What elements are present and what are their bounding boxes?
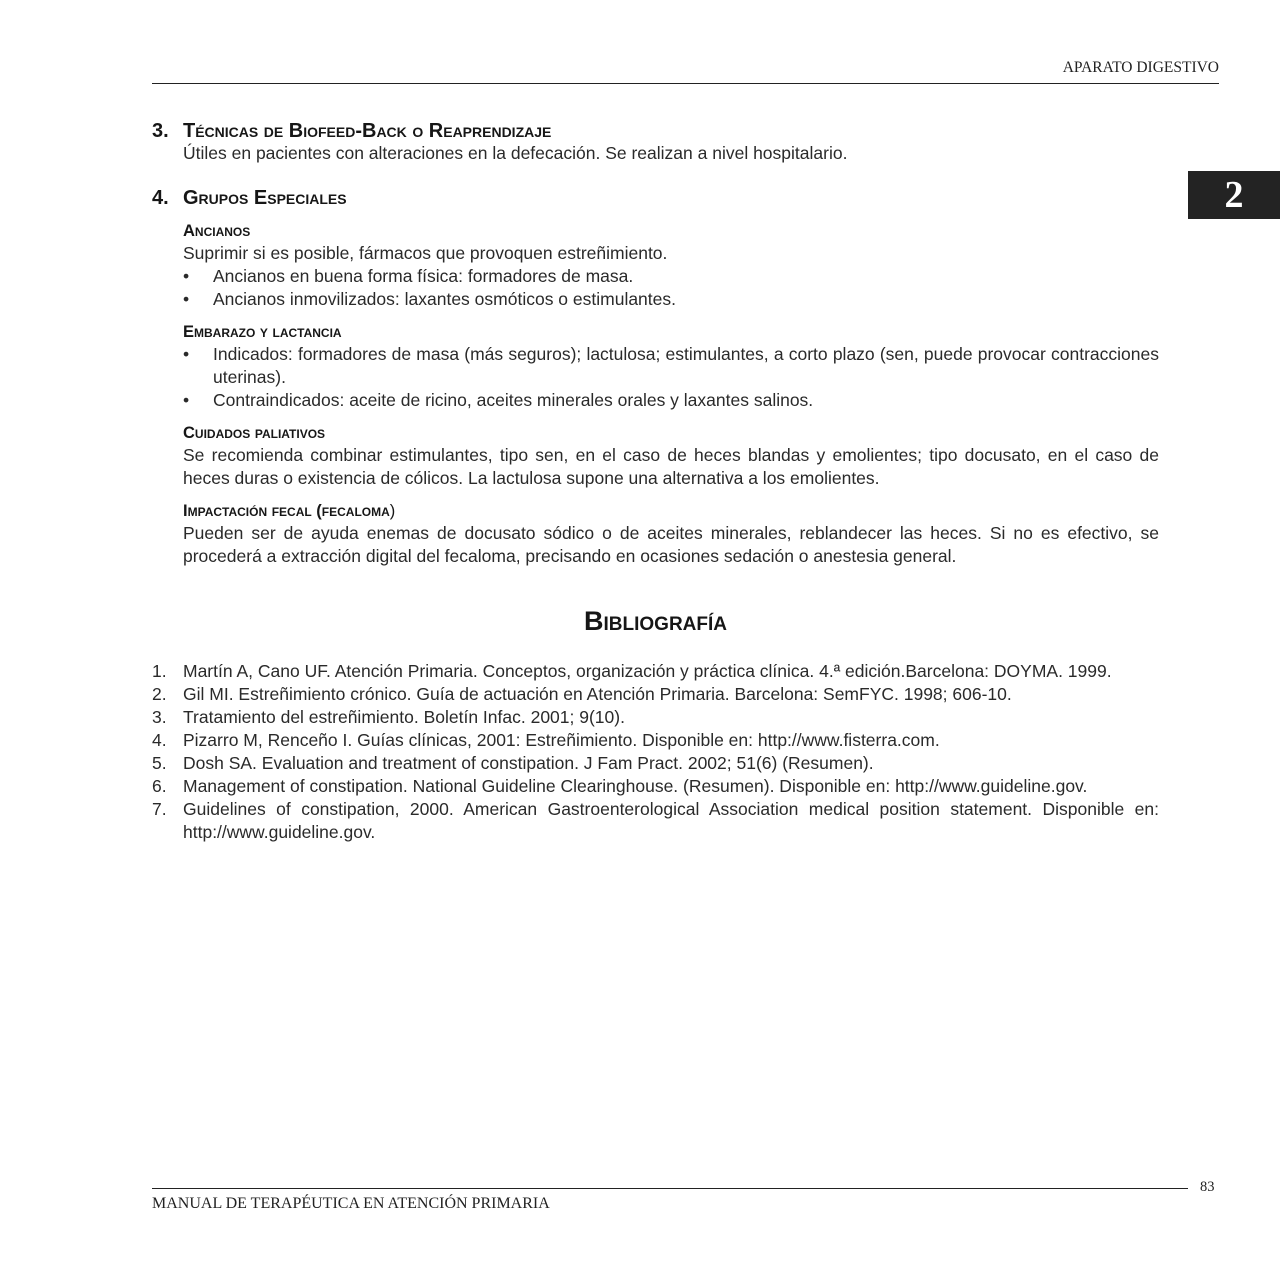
section-number: 4. [152, 187, 169, 209]
bibliography-title: Bibliografía [584, 606, 727, 636]
footer-book-title: MANUAL DE TERAPÉUTICA EN ATENCIÓN PRIMARIA [152, 1195, 550, 1212]
page-number: 83 [1200, 1179, 1215, 1195]
group-cuidados [152, 423, 1159, 490]
subsection-title: Ancianos [183, 222, 251, 240]
group-ancianos [152, 221, 1159, 311]
chapter-tab: 2 [1188, 171, 1280, 219]
reference-list [152, 660, 1159, 844]
footer-rule [152, 1188, 1188, 1189]
bullet-icon: • [183, 344, 190, 364]
section-heading-4 [152, 185, 1159, 211]
subsection-title: Impactación fecal (fecaloma) [183, 502, 396, 520]
group-impactacion [152, 501, 1159, 568]
bullet-icon: • [183, 266, 190, 286]
subsection-text: Se recomienda combinar estimulantes, tipo sen, en el caso de heces blandas y emolientes; tipo docusato, en el caso de heces duras o existencia de cólicos. La lactulosa supone una alternativa a los emolientes. [183, 445, 1159, 488]
section-number: 3. [152, 120, 169, 142]
list-item: • Indicados: formadores de masa (más seguros); lactulosa; estimulantes, a corto plazo (sen, puede provocar contracciones uterinas). [183, 344, 1159, 387]
list-item: • Ancianos inmovilizados: laxantes osmóticos o estimulantes. [183, 289, 676, 309]
subsection-title: Cuidados paliativos [183, 424, 326, 442]
subsection-text: Pueden ser de ayuda enemas de docusato sódico o de aceites minerales, reblandecer las heces. Si no es efectivo, se procederá a extracción digital del fecaloma, precisando en ocasiones sedación o anestesia general. [183, 523, 1159, 566]
reference-item: 4. Pizarro M, Renceño I. Guías clínicas, 2001: Estreñimiento. Disponible en: http://www.fisterra.com. [152, 730, 940, 750]
reference-item: 7. Guidelines of constipation, 2000. American Gastroenterological Association medical position statement. Disponible en: http://www.guideline.gov. [152, 799, 1159, 842]
group-embarazo [152, 322, 1159, 412]
running-title: APARATO DIGESTIVO [1062, 59, 1219, 76]
reference-item: 6. Management of constipation. National Guideline Clearinghouse. (Resumen). Disponible en: http://www.guideline.gov. [152, 776, 1088, 796]
bullet-icon: • [183, 289, 190, 309]
section-heading-3 [152, 118, 1159, 144]
bullet-icon: • [183, 390, 190, 410]
reference-item: 5. Dosh SA. Evaluation and treatment of constipation. J Fam Pract. 2002; 51(6) (Resumen). [152, 753, 874, 773]
running-header [152, 58, 1219, 84]
list-item: • Ancianos en buena forma física: formadores de masa. [183, 266, 634, 286]
page-content [152, 118, 1159, 844]
reference-item: 3. Tratamiento del estreñimiento. Boletín Infac. 2001; 9(10). [152, 707, 625, 727]
reference-item: 1. Martín A, Cano UF. Atención Primaria. Conceptos, organización y práctica clínica. 4.ª edición.Barcelona: DOYMA. 1999. [152, 661, 1112, 681]
section-title: Técnicas de Biofeed-Back o Reaprendizaje [183, 120, 552, 142]
bullet-list [183, 265, 1159, 311]
subsection-text: Suprimir si es posible, fármacos que provoquen estreñimiento. [183, 243, 668, 263]
section-text: Útiles en pacientes con alteraciones en la defecación. Se realizan a nivel hospitalario. [183, 143, 848, 163]
section-title: Grupos Especiales [183, 187, 347, 209]
bullet-list [183, 343, 1159, 412]
reference-item: 2. Gil MI. Estreñimiento crónico. Guía de actuación en Atención Primaria. Barcelona: SemFYC. 1998; 606-10. [152, 684, 1012, 704]
subsection-title: Embarazo y lactancia [183, 323, 342, 341]
list-item: • Contraindicados: aceite de ricino, aceites minerales orales y laxantes salinos. [183, 390, 814, 410]
